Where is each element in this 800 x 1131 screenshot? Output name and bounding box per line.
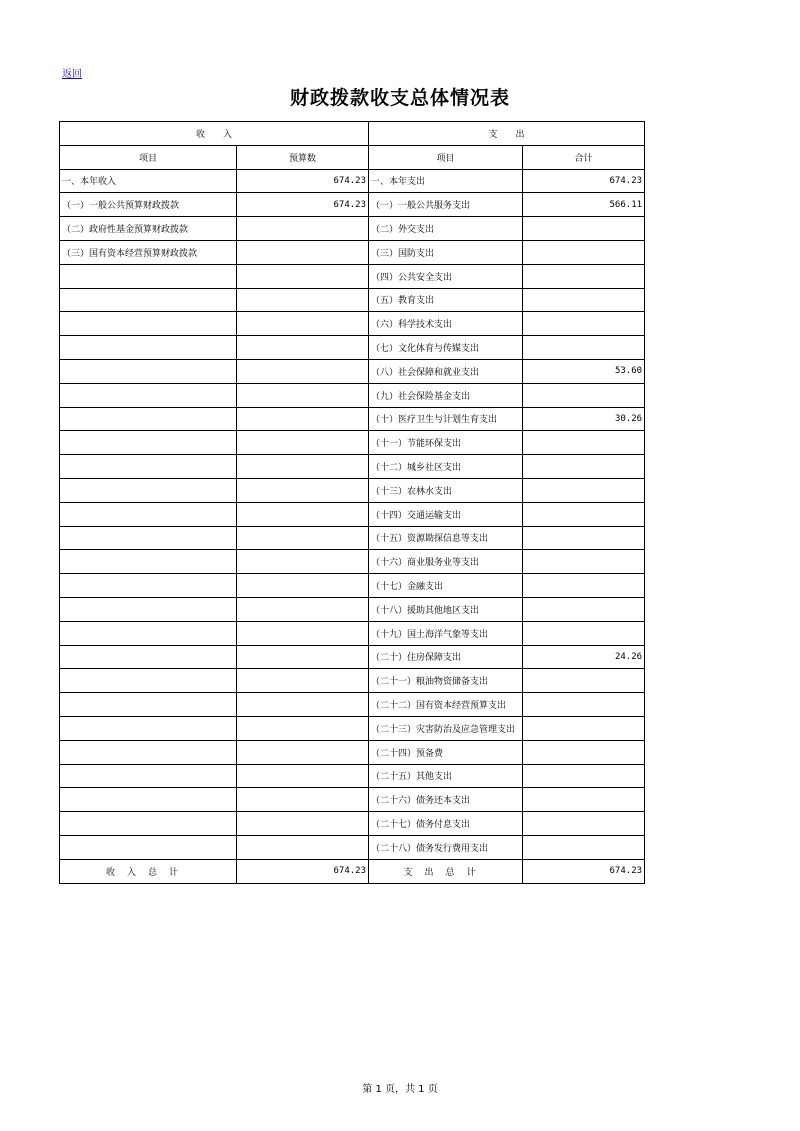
expense-value [523,383,645,407]
income-total-label: 收入总计 [60,859,237,883]
table-row [60,597,645,621]
income-value [237,550,369,574]
expense-item: （二十二）国有资本经营预算支出 [369,693,523,717]
income-item [60,431,237,455]
income-value [237,455,369,479]
expense-item: （二十一）粮油物资储备支出 [369,669,523,693]
table-row [60,621,645,645]
income-value: 674.23 [237,193,369,217]
table-row [60,502,645,526]
expense-value [523,669,645,693]
expense-total-header: 合计 [523,145,645,169]
income-item: （二）政府性基金预算财政拨款 [60,217,237,241]
income-item [60,264,237,288]
expense-item: （十八）援助其他地区支出 [369,597,523,621]
income-item [60,455,237,479]
expense-value [523,478,645,502]
income-value [237,383,369,407]
table-row [60,264,645,288]
expense-item: （十二）城乡社区支出 [369,455,523,479]
income-value [237,526,369,550]
table-row [60,574,645,598]
income-item [60,645,237,669]
expense-item: （八）社会保障和就业支出 [369,359,523,383]
income-value [237,669,369,693]
expense-item: （十六）商业服务业等支出 [369,550,523,574]
income-item [60,502,237,526]
expense-item: （二十四）预备费 [369,740,523,764]
income-item [60,621,237,645]
income-value [237,740,369,764]
income-value [237,693,369,717]
expense-item: （十九）国土海洋气象等支出 [369,621,523,645]
table-row [60,240,645,264]
expense-value [523,574,645,598]
expense-item: （十五）资源勘探信息等支出 [369,526,523,550]
expense-total-label: 支出总计 [369,859,523,883]
income-value: 674.23 [237,169,369,193]
expense-value: 566.11 [523,193,645,217]
table-row [60,788,645,812]
income-value [237,264,369,288]
income-value [237,478,369,502]
table-row [60,359,645,383]
income-item [60,312,237,336]
totals-row [60,859,645,883]
income-item [60,336,237,360]
expense-value: 30.26 [523,407,645,431]
table-row [60,550,645,574]
table-row [60,288,645,312]
expense-item: （五）教育支出 [369,288,523,312]
income-value [237,240,369,264]
income-value [237,716,369,740]
income-value [237,574,369,598]
income-item [60,383,237,407]
table-row [60,193,645,217]
expense-item: （二十八）债务发行费用支出 [369,835,523,859]
expense-value [523,312,645,336]
expense-value [523,716,645,740]
income-item [60,812,237,836]
expense-value: 53.60 [523,359,645,383]
expense-value [523,597,645,621]
expense-item: （二）外交支出 [369,217,523,241]
expense-value [523,788,645,812]
income-item: （一）一般公共预算财政拨款 [60,193,237,217]
income-item [60,526,237,550]
income-item [60,764,237,788]
table-row [60,812,645,836]
page-title: 财政拨款收支总体情况表 [289,87,510,109]
table-row [60,716,645,740]
income-value [237,312,369,336]
expense-value [523,336,645,360]
income-budget-header: 预算数 [237,145,369,169]
expense-total-value: 674.23 [523,859,645,883]
expense-item: （二十七）债务付息支出 [369,812,523,836]
expense-item: （十四）交通运输支出 [369,502,523,526]
table-row [60,645,645,669]
income-item [60,574,237,598]
table-row [60,478,645,502]
table-row [60,764,645,788]
expense-value [523,240,645,264]
income-item [60,288,237,312]
income-value [237,407,369,431]
expense-value [523,288,645,312]
income-value [237,812,369,836]
expense-value [523,693,645,717]
expense-value [523,217,645,241]
table-row [60,669,645,693]
income-value [237,597,369,621]
income-total-value: 674.23 [237,859,369,883]
income-value [237,336,369,360]
expense-item: （二十三）灾害防治及应急管理支出 [369,716,523,740]
column-header-row [60,145,645,169]
table-row [60,693,645,717]
table-row [60,217,645,241]
expense-item: （十三）农林水支出 [369,478,523,502]
table-row [60,312,645,336]
income-item [60,359,237,383]
expense-item: （二十六）债务还本支出 [369,788,523,812]
expense-value [523,764,645,788]
income-item [60,550,237,574]
table-row [60,407,645,431]
expense-value [523,550,645,574]
income-item [60,597,237,621]
expense-value: 24.26 [523,645,645,669]
income-item [60,788,237,812]
expense-value [523,835,645,859]
expense-item: （四）公共安全支出 [369,264,523,288]
table-row [60,431,645,455]
expense-item: （二十五）其他支出 [369,764,523,788]
income-item-header: 项目 [60,145,237,169]
expense-item: （一）一般公共服务支出 [369,193,523,217]
expense-item: （十一）节能环保支出 [369,431,523,455]
expense-item: （十七）金融支出 [369,574,523,598]
income-item [60,716,237,740]
expense-item: 一、本年支出 [369,169,523,193]
expense-value [523,740,645,764]
expense-item-header: 项目 [369,145,523,169]
income-value [237,788,369,812]
income-item: 一、本年收入 [60,169,237,193]
table-row [60,835,645,859]
expense-value [523,621,645,645]
table-row [60,740,645,764]
income-item: （三）国有资本经营预算财政拨款 [60,240,237,264]
expense-value [523,455,645,479]
expense-value [523,526,645,550]
finance-table [59,121,645,884]
table-row [60,383,645,407]
section-header-row [60,122,645,146]
income-value [237,645,369,669]
expense-item: （九）社会保险基金支出 [369,383,523,407]
table-row [60,455,645,479]
expense-item: （十）医疗卫生与计划生育支出 [369,407,523,431]
expense-value [523,431,645,455]
expense-item: （三）国防支出 [369,240,523,264]
income-item [60,693,237,717]
expense-value [523,812,645,836]
income-value [237,502,369,526]
income-value [237,835,369,859]
expense-item: （六）科学技术支出 [369,312,523,336]
expense-value [523,502,645,526]
income-item [60,478,237,502]
income-value [237,431,369,455]
income-section-header: 收 入 [60,122,369,146]
expense-section-header: 支 出 [369,122,645,146]
expense-value: 674.23 [523,169,645,193]
income-value [237,288,369,312]
expense-item: （二十）住房保障支出 [369,645,523,669]
income-value [237,217,369,241]
page-footer: 第 1 页，共 1 页 [362,1084,438,1095]
table-row [60,169,645,193]
income-item [60,740,237,764]
income-item [60,669,237,693]
expense-item: （七）文化体育与传媒支出 [369,336,523,360]
table-row [60,526,645,550]
back-link[interactable]: 返回 [62,69,82,80]
income-item [60,835,237,859]
income-value [237,359,369,383]
expense-value [523,264,645,288]
income-value [237,621,369,645]
table-row [60,336,645,360]
income-item [60,407,237,431]
income-value [237,764,369,788]
